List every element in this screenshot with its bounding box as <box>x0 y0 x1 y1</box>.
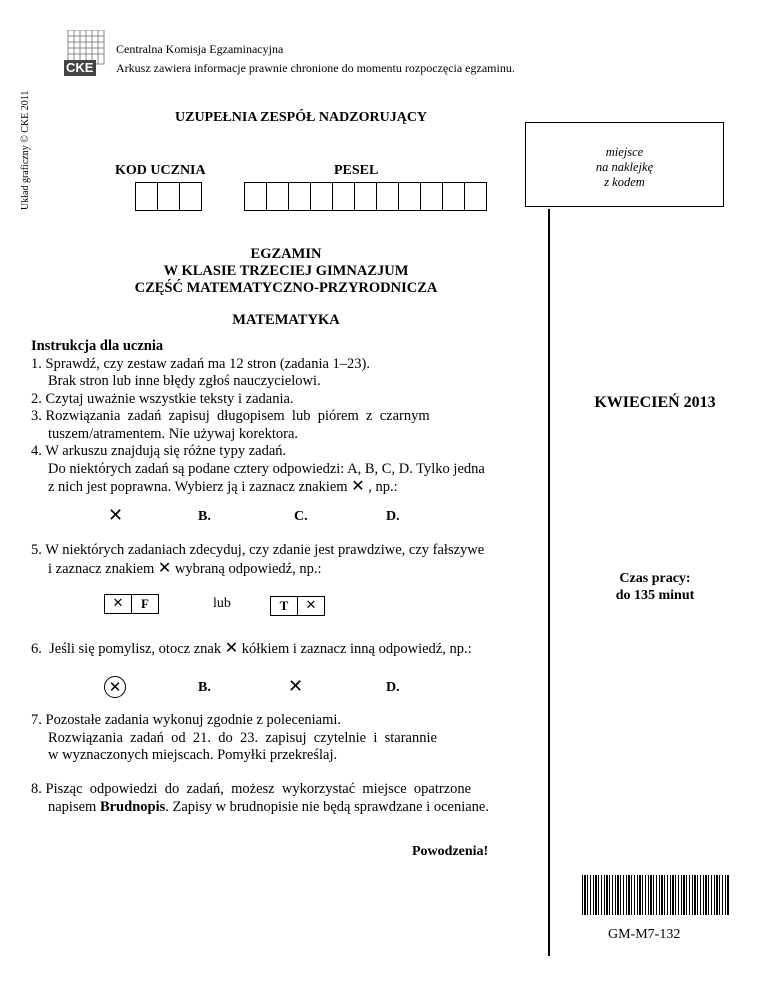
example2-opt-d: D. <box>386 680 400 695</box>
example2-opt-b: B. <box>198 680 211 695</box>
example-opt-b: B. <box>198 509 211 524</box>
instr-7b: Rozwiązania zadań od 21. do 23. zapisuj czytelnie i starannie <box>48 729 437 746</box>
instr-2: 2. Czytaj uważnie wszystkie teksty i zadania. <box>31 390 294 407</box>
example-opt-c: C. <box>294 509 308 524</box>
work-time-l2: do 135 minut <box>615 588 695 603</box>
instr-4a: 4. W arkuszu znajdują się różne typy zadań. <box>31 443 287 459</box>
instr-5a: 5. W niektórych zadaniach zdecyduj, czy zdanie jest prawdziwe, czy fałszywe <box>31 542 485 558</box>
tf-example-true <box>104 594 159 614</box>
instr-5 <box>31 542 541 578</box>
exam-title <box>56 246 516 297</box>
protection-notice: Arkusz zawiera informacje prawnie chronione do momentu rozpoczęcia egzaminu. <box>116 61 515 75</box>
kod-ucznia-cells[interactable] <box>135 182 201 211</box>
subject-title: MATEMATYKA <box>232 312 340 328</box>
option-a-marked-icon: ✕ <box>108 505 124 526</box>
team-title: UZUPEŁNIA ZESPÓŁ NADZORUJĄCY <box>175 110 428 125</box>
sticker-line-1: miejsce <box>605 145 644 159</box>
tf-f-label: F <box>141 596 149 611</box>
option-c-marked-icon: ✕ <box>288 676 304 697</box>
tf-t-label: T <box>271 597 298 615</box>
org-name: Centralna Komisja Egzaminacyjna <box>116 42 284 56</box>
vertical-divider <box>548 209 550 956</box>
instr-7c: w wyznaczonych miejscach. Pomyłki przekreślaj. <box>48 747 338 763</box>
work-time-l1: Czas pracy: <box>619 571 691 586</box>
tf-marked-f-icon: ✕ <box>305 598 317 613</box>
kod-ucznia-label: KOD UCZNIA <box>115 163 206 178</box>
pesel-label: PESEL <box>334 163 379 178</box>
sheet-code: GM-M7-132 <box>608 927 681 942</box>
example-opt-d: D. <box>386 509 400 524</box>
instructions-title: Instrukcja dla ucznia <box>31 338 164 354</box>
good-luck: Powodzenia! <box>412 844 489 859</box>
instr-7a: 7. Pozostałe zadania wykonuj zgodnie z poleceniami. <box>31 712 342 728</box>
work-time <box>555 570 755 604</box>
instr-5b-pre: i zaznacz znakiem <box>48 560 155 577</box>
instr-1b: Brak stron lub inne błędy zgłoś nauczycielowi. <box>48 373 321 389</box>
instr-4c-post: , np.: <box>368 479 398 495</box>
sticker-line-3: z kodem <box>604 175 645 189</box>
logo-text: CKE <box>66 60 94 75</box>
exam-title-l3: CZĘŚĆ MATEMATYCZNO-PRZYRODNICZA <box>134 280 438 296</box>
instr-7 <box>31 712 541 765</box>
instr-6 <box>31 640 541 659</box>
instr-1a: 1. Sprawdź, czy zestaw zadań ma 12 stron (zadania 1–23). <box>31 355 371 372</box>
x-mark-icon: ✕ <box>351 476 365 495</box>
exam-title-l2: W KLASIE TRZECIEJ GIMNAZJUM <box>163 263 409 279</box>
instr-8a: 8. Pisząc odpowiedzi do zadań, możesz wykorzystać miejsce opatrzone <box>31 781 472 797</box>
instr-6-pre: 6. Jeśli się pomylisz, otocz znak <box>31 641 222 657</box>
pesel-cells[interactable] <box>244 182 486 211</box>
instructions-block <box>31 338 536 497</box>
lub-label: lub <box>213 596 231 611</box>
barcode <box>582 875 730 915</box>
exam-date: KWIECIEŃ 2013 <box>594 394 716 411</box>
tf-example-false <box>270 596 325 616</box>
instr-3b: tuszem/atramentem. Nie używaj korektora. <box>48 425 299 442</box>
instr-5b-post: wybraną odpowiedź, np.: <box>174 560 322 577</box>
instr-4b: Do niektórych zadań są podane cztery odpowiedzi: A, B, C, D. Tylko jedna <box>48 460 485 477</box>
tf-marked-t-icon: ✕ <box>105 595 132 613</box>
brudnopis-word: Brudnopis <box>99 798 166 815</box>
x-mark-icon: ✕ <box>224 638 239 657</box>
instr-4c <box>31 478 536 497</box>
x-mark-icon: ✕ <box>157 557 172 577</box>
side-copyright: Układ graficzny © CKE 2011 <box>20 90 31 210</box>
instr-4c-pre: z nich jest poprawna. Wybierz ją i zaznacz znakiem <box>48 479 348 495</box>
sticker-box <box>525 122 724 207</box>
instr-8 <box>31 781 541 816</box>
instr-6-post: kółkiem i zaznacz inną odpowiedź, np.: <box>241 641 472 657</box>
circled-x-icon: ✕ <box>104 676 126 698</box>
exam-title-l1: EGZAMIN <box>250 246 322 262</box>
sticker-line-2: na naklejkę <box>595 160 654 174</box>
instr-8b-post: . Zapisy w brudnopisie nie będą sprawdzane i oceniane. <box>165 798 489 815</box>
instr-3a: 3. Rozwiązania zadań zapisuj długopisem lub piórem z czarnym <box>31 408 430 424</box>
instr-8b-pre: napisem <box>48 798 97 815</box>
cke-logo <box>64 30 106 76</box>
